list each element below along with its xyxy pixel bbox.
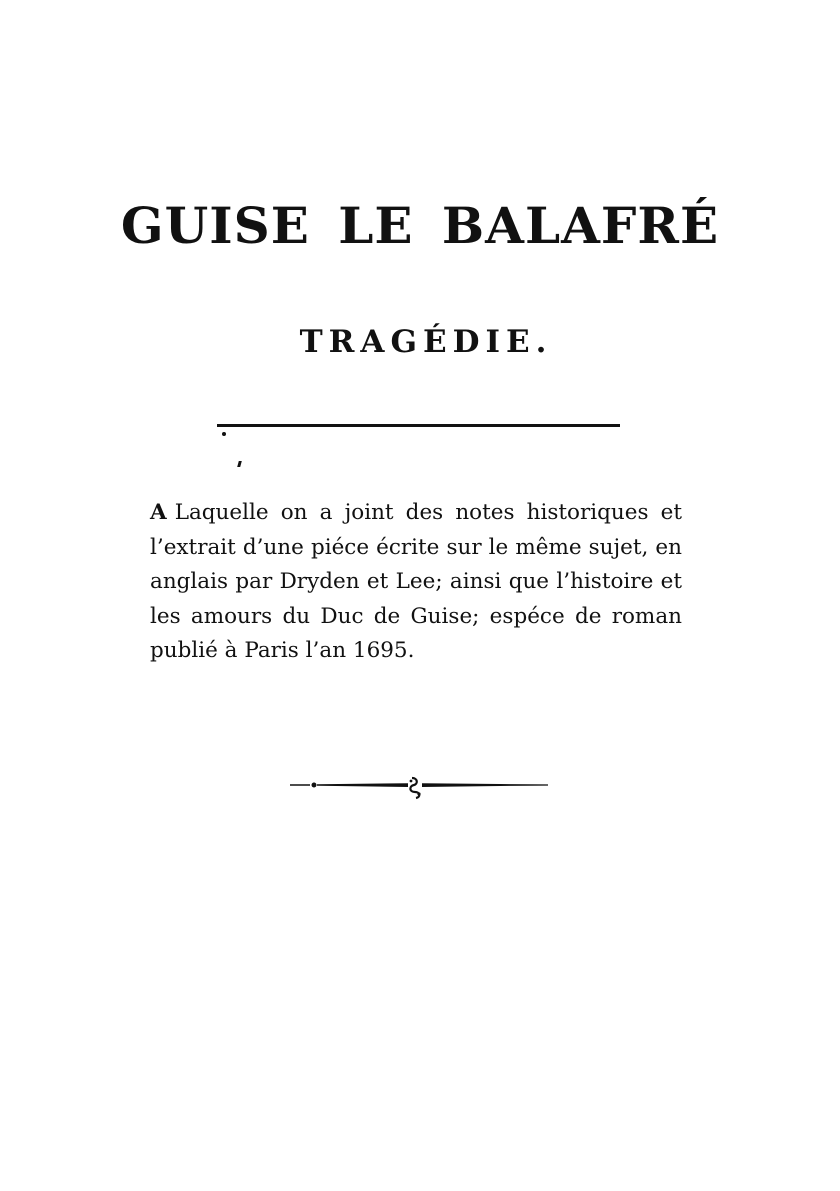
horizontal-rule — [217, 424, 620, 427]
description-lead-letter: A — [150, 500, 167, 525]
description-text: Laquelle on a joint des notes historiques et l’extrait d’une piéce écrite sur le même sujet, en anglais par Dryden et Lee; ainsi que l’histoire et les amours du Duc de Guise; espéce de roman publié à Paris l’an 1695. — [150, 500, 682, 663]
ornamental-rule-icon — [290, 776, 548, 800]
description-paragraph — [150, 496, 682, 669]
rule-dot-mark — [222, 432, 226, 436]
page-subtitle: TRAGÉDIE. — [299, 324, 553, 360]
page-title: GUISE LE BALAFRÉ — [120, 196, 720, 255]
ink-speck — [237, 461, 242, 467]
